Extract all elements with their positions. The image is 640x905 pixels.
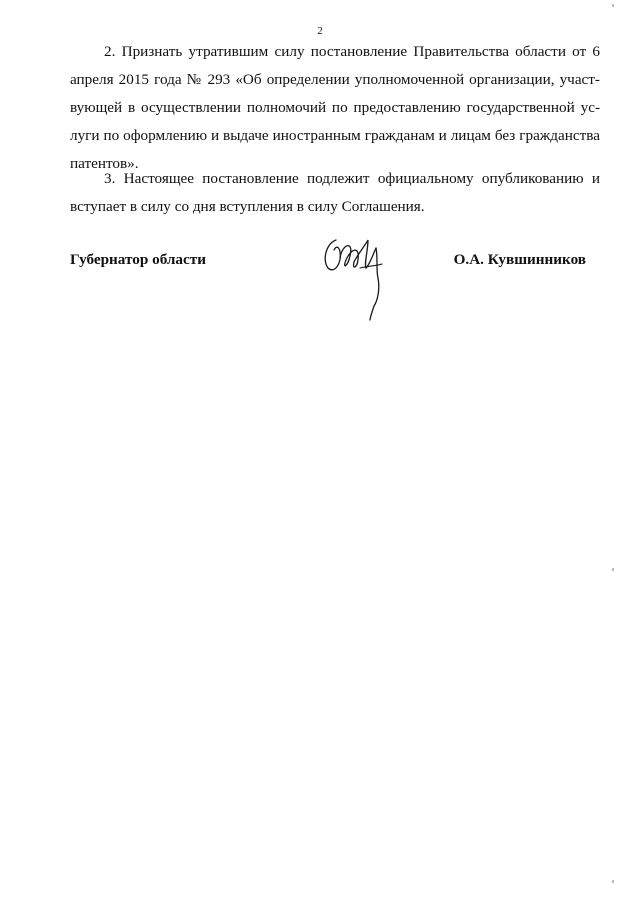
scan-mark: [612, 880, 614, 883]
handwritten-signature: [320, 234, 400, 322]
scan-mark: [612, 568, 614, 571]
page-number: 2: [317, 25, 323, 37]
paragraph-line: вующей в осуществлении полномочий по предоставлению государственной ус-: [70, 99, 600, 116]
paragraph-line: патентов».: [70, 155, 139, 172]
paragraph-line: 2. Признать утратившим силу постановление Правительства области от 6: [104, 43, 600, 60]
paragraph-3: [70, 165, 600, 221]
scan-mark: [612, 4, 614, 7]
paragraph-2: [70, 38, 600, 178]
paragraph-line: вступает в силу со дня вступления в силу Соглашения.: [70, 198, 425, 215]
signature-block: [70, 250, 600, 330]
signatory-title: Губернатор области: [70, 251, 206, 268]
paragraph-line: апреля 2015 года № 293 «Об определении уполномоченной организации, участ-: [70, 71, 600, 88]
signatory-name: О.А. Кувшинников: [453, 251, 586, 268]
paragraph-line: 3. Настоящее постановление подлежит официальному опубликованию и: [104, 170, 600, 187]
paragraph-line: луги по оформлению и выдаче иностранным гражданам и лицам без гражданства: [70, 127, 600, 144]
